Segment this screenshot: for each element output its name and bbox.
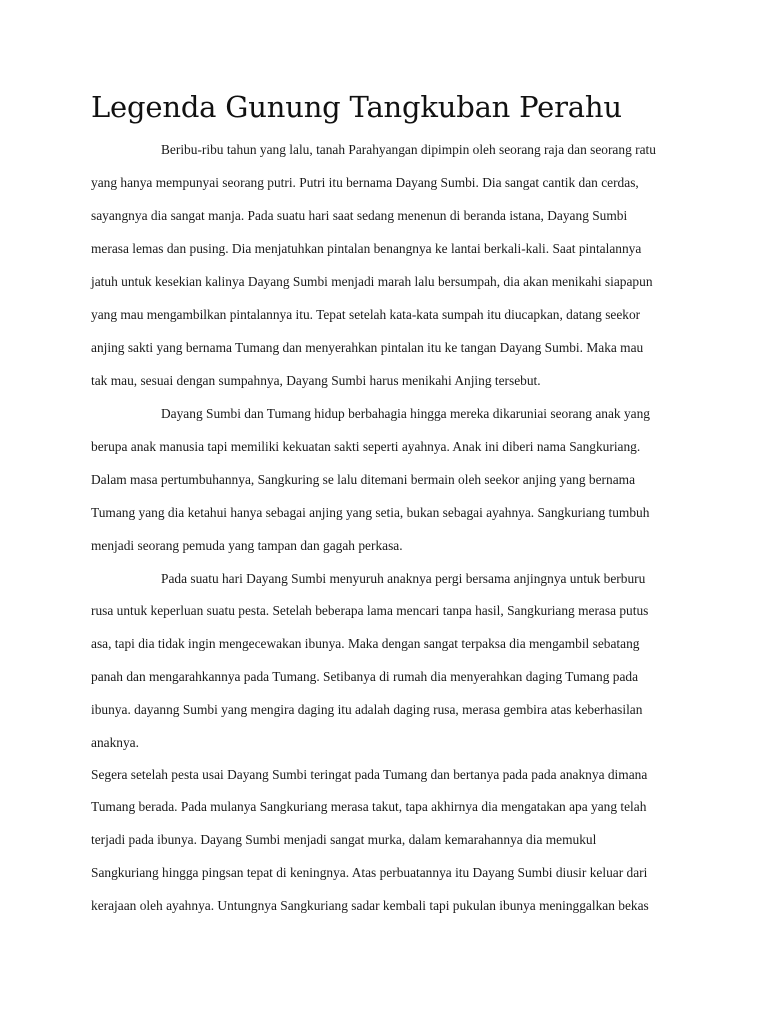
- text-line: anjing sakti yang bernama Tumang dan menyerahkan pintalan itu ke tangan Dayang Sumbi. Maka mau: [91, 340, 644, 355]
- text-line: Tumang yang dia ketahui hanya sebagai anjing yang setia, bukan sebagai ayahnya. Sangkuriang tumbuh: [91, 505, 650, 520]
- text-line: asa, tapi dia tidak ingin mengecewakan ibunya. Maka dengan sangat terpaksa dia mengambil sebatang: [91, 636, 640, 651]
- text-line: yang mau mengambilkan pintalannya itu. Tepat setelah kata-kata sumpah itu diucapkan, datang seekor: [91, 307, 641, 322]
- text-line: menjadi seorang pemuda yang tampan dan gagah perkasa.: [91, 538, 403, 553]
- text-line: berupa anak manusia tapi memiliki kekuatan sakti seperti ayahnya. Anak ini diberi nama Sangkuriang.: [91, 439, 641, 454]
- text-line: Dalam masa pertumbuhannya, Sangkuring se lalu ditemani bermain oleh seekor anjing yang bernama: [91, 472, 636, 487]
- document-title: Legenda Gunung Tangkuban Perahu: [91, 90, 622, 124]
- text-line: panah dan mengarahkannya pada Tumang. Setibanya di rumah dia menyerahkan daging Tumang pada: [91, 669, 639, 684]
- text-line: rusa untuk keperluan suatu pesta. Setelah beberapa lama mencari tanpa hasil, Sangkuriang merasa putus: [91, 603, 649, 618]
- text-line: kerajaan oleh ayahnya. Untungnya Sangkuriang sadar kembali tapi pukulan ibunya meninggalkan bekas: [91, 898, 649, 913]
- text-line: anaknya.: [91, 735, 139, 750]
- text-line: jatuh untuk kesekian kalinya Dayang Sumbi menjadi marah lalu bersumpah, dia akan menikahi siapapun: [91, 274, 653, 289]
- text-line: Dayang Sumbi dan Tumang hidup berbahagia hingga mereka dikaruniai seorang anak yang: [161, 406, 651, 421]
- text-line: terjadi pada ibunya. Dayang Sumbi menjadi sangat murka, dalam kemarahannya dia memukul: [91, 832, 597, 847]
- text-line: yang hanya mempunyai seorang putri. Putri itu bernama Dayang Sumbi. Dia sangat cantik dan cerdas,: [91, 175, 639, 190]
- text-line: Tumang berada. Pada mulanya Sangkuriang merasa takut, tapa akhirnya dia mengatakan apa yang telah: [91, 799, 647, 814]
- text-line: Beribu-ribu tahun yang lalu, tanah Parahyangan dipimpin oleh seorang raja dan seorang ratu: [161, 142, 656, 157]
- text-line: merasa lemas dan pusing. Dia menjatuhkan pintalan benangnya ke lantai berkali-kali. Saat pintalannya: [91, 241, 642, 256]
- text-line: sayangnya dia sangat manja. Pada suatu hari saat sedang menenun di beranda istana, Dayang Sumbi: [91, 208, 628, 223]
- text-line: ibunya. dayanng Sumbi yang mengira daging itu adalah daging rusa, merasa gembira atas keberhasilan: [91, 702, 643, 717]
- text-line: Pada suatu hari Dayang Sumbi menyuruh anaknya pergi bersama anjingnya untuk berburu: [161, 571, 646, 586]
- text-line: tak mau, sesuai dengan sumpahnya, Dayang Sumbi harus menikahi Anjing tersebut.: [91, 373, 541, 388]
- text-line: Segera setelah pesta usai Dayang Sumbi teringat pada Tumang dan bertanya pada pada anaknya dimana: [91, 767, 648, 782]
- text-line: Sangkuriang hingga pingsan tepat di keningnya. Atas perbuatannya itu Dayang Sumbi diusir keluar dari: [91, 865, 648, 880]
